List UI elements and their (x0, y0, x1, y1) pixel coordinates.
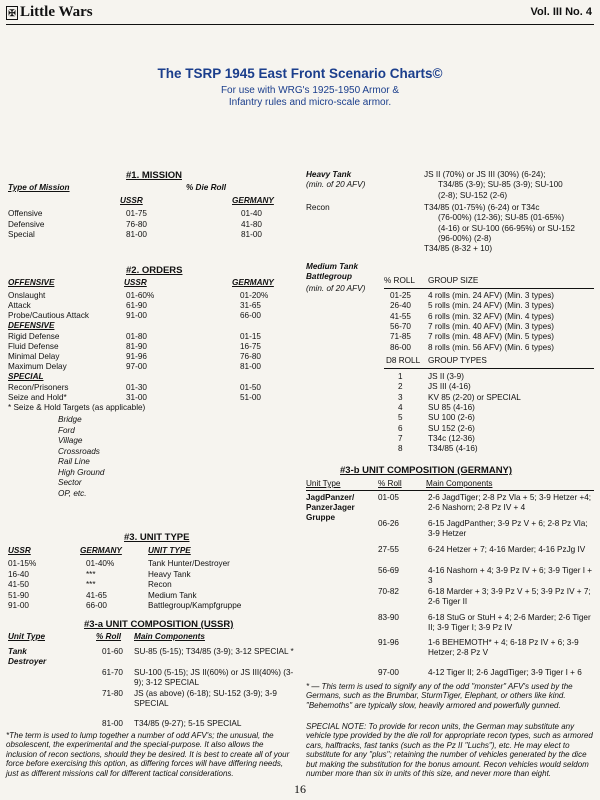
comp-ger-footnote: * — This term is used to signify any of the odd "monster" AFV's used by the Germans, such as the Brumbar, SturmTiger, Elephant, or others like kind. "Behemoths" are typically slow, heavily armored and powerfully gunned. (306, 682, 573, 710)
target-6: Sector (58, 478, 82, 487)
unit-type-ussr-1: 16-40 (8, 569, 29, 579)
comp-ger-main-0: 2-6 JagdTiger; 2-8 Pz Vla + 5; 3-9 Hetzer +4; 2-6 Nashorn; 2-8 Pz IV + 4 (428, 493, 592, 512)
mission-col-ussr: USSR (120, 196, 143, 205)
page-subtitle: For use with WRG's 1925-1950 Armor & Infantry rules and micro-scale armor. (220, 85, 400, 108)
medium-size-0: 4 rolls (min. 24 AFV) (Min. 3 types) (428, 291, 555, 300)
comp-ussr-col-unit: Unit Type (8, 632, 45, 641)
medium-col-size: GROUP SIZE (428, 276, 479, 285)
orders-offensive: OFFENSIVE (8, 278, 55, 287)
orders-def-ussr-3: 97-00 (126, 362, 147, 371)
comp-ussr-col-roll: % Roll (96, 632, 122, 641)
comp-ger-roll-0: 01-05 (378, 493, 399, 502)
comp-ger-divider (306, 490, 594, 491)
comp-ger-roll-3: 56-69 (378, 566, 399, 575)
unit-type-ger-1: *** (86, 569, 96, 579)
unit-type-name-1: Heavy Tank (148, 569, 191, 579)
mission-heading: #1. MISSION (126, 170, 182, 181)
unit-type-name-0: Tank Hunter/Destroyer (148, 559, 230, 568)
medium-roll-0: 01-25 (390, 291, 411, 300)
orders-off-name-2: Probe/Cautious Attack (8, 311, 90, 320)
orders-def-ger-0: 01-15 (240, 332, 261, 341)
unit-type-ussr-3: 51-90 (8, 590, 29, 600)
comp-ussr-unit: Tank Destroyer (8, 647, 47, 666)
medium-col-d8: D8 ROLL (386, 356, 421, 365)
type-name-7: T34/85 (4-16) (428, 444, 478, 454)
type-num-1: 2 (398, 382, 403, 392)
unit-type-name-3: Medium Tank (148, 590, 197, 600)
comp-ger-col-roll: % Roll (378, 479, 402, 488)
target-4: Rail Line (58, 457, 90, 466)
orders-spec-ussr-1: 31-00 (126, 393, 147, 402)
mission-germany-0: 01-40 (241, 209, 262, 218)
unit-type-ger-4: 66-00 (86, 601, 107, 610)
comp-ger-main-6: 1-6 BEHEMOTH* + 4; 6-18 Pz IV + 6; 3-9 Hetzer; 2-8 Pz V (428, 638, 579, 657)
type-name-4: SU 100 (2-6) (428, 413, 475, 423)
comp-ussr-main-0: SU-85 (5-15); T34/85 (3-9); 3-12 SPECIAL * (134, 647, 294, 656)
comp-ussr-roll-3: 81-00 (102, 719, 123, 728)
orders-spec-ger-0: 01-50 (240, 383, 261, 392)
unit-type-ussr-4: 91-00 (8, 601, 29, 610)
orders-def-ussr-1: 81-90 (126, 342, 147, 351)
mission-type-0: Offensive (8, 209, 43, 218)
target-1: Ford (58, 425, 75, 435)
volume-label: Vol. III No. 4 (530, 6, 592, 18)
type-num-6: 7 (398, 433, 403, 443)
comp-ger-roll-2: 27-55 (378, 545, 399, 554)
unit-type-col-ussr: USSR (8, 546, 31, 555)
comp-ger-roll-6: 91-96 (378, 638, 399, 647)
orders-spec-ger-1: 51-00 (240, 393, 261, 402)
comp-ussr-roll-2: 71-80 (102, 689, 123, 698)
heavy-line-2: (2-8); SU-152 (2-6) (438, 190, 508, 200)
type-name-1: JS III (4-16) (428, 382, 471, 392)
orders-def-ger-2: 76-80 (240, 352, 261, 361)
recon-line-2: (4-16) or SU-100 (66-95%) or SU-152 (438, 223, 575, 233)
types-divider (384, 368, 594, 369)
medium-roll-4: 71-85 (390, 332, 411, 342)
comp-ger-unit: JagdPanzer/ PanzerJager Gruppe (306, 493, 355, 522)
mission-col-roll: % Die Roll (186, 183, 227, 192)
medium-label: Medium Tank Battlegroup (306, 262, 359, 281)
heavy-line-0: JS II (70%) or JS III (30%) (6-24); (424, 170, 546, 179)
comp-ussr-main-1: SU-100 (5-15); JS II(60%) or JS III(40%) (3-9); 3-12 SPECIAL (134, 668, 294, 687)
type-num-0: 1 (398, 372, 403, 381)
orders-off-ger-0: 01-20% (240, 291, 269, 300)
orders-off-name-0: Onslaught (8, 291, 46, 300)
orders-def-name-1: Fluid Defense (8, 342, 59, 351)
comp-ussr-main-2: JS (as above) (6-18); SU-152 (3-9); 3-9 SPECIAL (134, 689, 277, 708)
comp-ussr-col-main: Main Components (134, 632, 205, 641)
orders-col-germany: GERMANY (232, 278, 274, 287)
mission-col-type: Type of Mission (8, 183, 70, 192)
orders-heading: #2. ORDERS (126, 265, 183, 276)
heavy-line-1: T34/85 (3-9); SU-85 (3-9); SU-100 (438, 180, 563, 190)
comp-ussr-main-3: T34/85 (9-27); 5-15 SPECIAL (134, 719, 242, 728)
mission-ussr-1: 76-80 (126, 219, 147, 229)
targets-note: * Seize & Hold Targets (as applicable) (8, 403, 146, 412)
medium-sub: (min. of 20 AFV) (306, 284, 366, 293)
page-title: The TSRP 1945 East Front Scenario Charts© (157, 66, 443, 81)
recon-line-3: (96-00%) (2-8) (438, 233, 492, 243)
orders-def-ussr-2: 91-96 (126, 352, 147, 361)
medium-roll-5: 86-00 (390, 342, 411, 352)
medium-roll-1: 26-40 (390, 301, 411, 311)
comp-ger-main-5: 6-18 StuG or StuH + 4; 2-6 Marder; 2-6 Tiger II; 3-9 Tiger I; 3-9 Pz IV (428, 613, 591, 632)
medium-size-2: 6 rolls (min. 32 AFV) (Min. 4 types) (428, 311, 555, 321)
heavy-sub: (min. of 20 AFV) (306, 180, 366, 189)
target-2: Village (58, 436, 83, 445)
medium-size-3: 7 rolls (min. 40 AFV) (Min. 3 types) (428, 321, 555, 331)
comp-ussr-roll-1: 61-70 (102, 668, 123, 677)
type-name-5: SU 152 (2-6) (428, 423, 475, 433)
medium-roll-3: 56-70 (390, 321, 411, 331)
orders-def-ger-3: 81-00 (240, 362, 261, 371)
orders-spec-name-1: Seize and Hold* (8, 393, 67, 402)
orders-def-name-3: Maximum Delay (8, 362, 67, 371)
recon-line-0: T34/85 (01-75%) (6-24) or T34c (424, 203, 540, 212)
comp-ger-main-4: 6-18 Marder + 3; 3-9 Pz V + 5; 3-9 Pz IV + 7; 2-6 Tiger II (428, 587, 591, 606)
comp-ger-special-note: SPECIAL NOTE: To provide for recon units, the German may substitute any vehicle type provided by the die roll for appropriate recon types, such as armored cars, halftracks, fast tanks (such as the Pz II "Luchs"), etc. He may elect to substitute for any "plus"; retaining the number of vehicles generated by the dice but making the substitution for the bonus amount. Recon vehicles would seldom number more than six in units of this size, and never more than eight. (306, 722, 593, 779)
mission-germany-2: 81-00 (241, 230, 262, 239)
orders-defensive: DEFENSIVE (8, 321, 55, 330)
orders-off-ussr-0: 01-60% (126, 291, 155, 300)
mission-type-2: Special (8, 230, 35, 239)
comp-ussr-heading: #3-a UNIT COMPOSITION (USSR) (84, 619, 234, 630)
orders-off-ussr-2: 91-00 (126, 311, 147, 320)
unit-type-ger-0: 01-40% (86, 559, 115, 568)
target-3: Crossroads (58, 446, 100, 456)
type-num-4: 5 (398, 413, 403, 423)
mission-ussr-0: 01-75 (126, 209, 147, 218)
mission-germany-1: 41-80 (241, 219, 262, 229)
type-name-2: KV 85 (2-20) or SPECIAL (428, 392, 521, 402)
medium-size-4: 7 rolls (min. 48 AFV) (Min. 5 types) (428, 332, 555, 342)
header-divider (6, 24, 594, 25)
unit-type-name-2: Recon (148, 580, 172, 589)
comp-ger-roll-4: 70-82 (378, 587, 399, 596)
mission-ussr-2: 81-00 (126, 230, 147, 239)
medium-col-types: GROUP TYPES (428, 356, 487, 365)
orders-off-name-1: Attack (8, 301, 31, 310)
page-number: 16 (294, 782, 306, 796)
recon-line-4: T34/85 (8-32 + 10) (424, 244, 493, 254)
comp-ger-main-3: 4-16 Nashorn + 4; 3-9 Pz IV + 6; 3-9 Tiger I + 3 (428, 566, 593, 585)
comp-ger-roll-5: 83-90 (378, 613, 399, 622)
logo-text: Little Wars (20, 4, 93, 20)
comp-ussr-roll-0: 01-60 (102, 647, 123, 656)
orders-spec-name-0: Recon/Prisoners (8, 383, 69, 392)
mission-col-germany: GERMANY (232, 196, 274, 205)
comp-ger-heading: #3-b UNIT COMPOSITION (GERMANY) (340, 465, 513, 476)
unit-type-col-type: UNIT TYPE (148, 546, 191, 555)
type-num-7: 8 (398, 444, 403, 454)
unit-type-col-germany: GERMANY (80, 546, 122, 555)
orders-off-ussr-1: 61-90 (126, 301, 147, 310)
comp-ger-main-2: 6-24 Hetzer + 7; 4-16 Marder; 4-16 PzJg IV (428, 545, 586, 554)
comp-ussr-footnote: *The term is used to lump together a number of odd AFV's; the unusual, the obsolescent, the experimental and the special-purpose. It also allows the inclusion of recon sections, should they be desired. It is best to create all of your force before exercising this option, as differing forces will have differing needs, just as different missions call for different tactical considerations. (6, 731, 290, 778)
magazine-logo (6, 4, 93, 21)
medium-size-5: 8 rolls (min. 56 AFV) (Min. 6 types) (428, 342, 555, 352)
comp-ger-col-unit: Unit Type (306, 479, 341, 488)
type-num-2: 3 (398, 392, 403, 402)
orders-def-ussr-0: 01-80 (126, 332, 147, 341)
comp-ger-col-main: Main Components (426, 479, 493, 488)
unit-type-ussr-0: 01-15% (8, 559, 37, 568)
orders-def-ger-1: 16-75 (240, 342, 261, 351)
type-name-0: JS II (3-9) (428, 372, 464, 381)
logo-mark-icon: ✠ (6, 6, 18, 20)
medium-col-roll: % ROLL (384, 276, 415, 285)
recon-label: Recon (306, 203, 330, 212)
comp-ger-main-7: 4-12 Tiger II; 2-6 JagdTiger; 3-9 Tiger I + 6 (428, 668, 582, 677)
orders-col-ussr: USSR (124, 278, 147, 287)
medium-divider (384, 288, 594, 289)
heavy-label: Heavy Tank (306, 170, 352, 179)
unit-type-name-4: Battlegroup/Kampfgruppe (148, 601, 242, 610)
medium-size-1: 5 rolls (min. 24 AFV) (Min. 3 types) (428, 301, 555, 311)
recon-line-1: (76-00%) (12-36); SU-85 (01-65%) (438, 213, 565, 223)
comp-ger-roll-1: 06-26 (378, 519, 399, 528)
medium-roll-2: 41-55 (390, 311, 411, 321)
type-name-3: SU 85 (4-16) (428, 402, 475, 412)
type-name-6: T34c (12-36) (428, 433, 475, 443)
orders-off-ger-1: 31-65 (240, 301, 261, 310)
orders-def-name-2: Minimal Delay (8, 352, 60, 361)
orders-special: SPECIAL (8, 372, 44, 381)
unit-type-ger-3: 41-65 (86, 590, 107, 600)
unit-type-ussr-2: 41-50 (8, 580, 29, 589)
target-5: High Ground (58, 467, 105, 477)
orders-spec-ussr-0: 01-30 (126, 383, 147, 392)
comp-ger-main-1: 6-15 JagdPanther; 3-9 Pz V + 6; 2-8 Pz Vla; 3-9 Hetzer (428, 519, 588, 538)
unit-type-ger-2: *** (86, 580, 96, 589)
orders-def-name-0: Rigid Defense (8, 332, 60, 341)
mission-type-1: Defensive (8, 219, 45, 229)
comp-ger-roll-7: 97-00 (378, 668, 399, 677)
type-num-3: 4 (398, 402, 403, 412)
orders-off-ger-2: 66-00 (240, 311, 261, 320)
target-7: OP, etc. (58, 488, 87, 498)
type-num-5: 6 (398, 423, 403, 433)
unit-type-heading: #3. UNIT TYPE (124, 532, 190, 543)
target-0: Bridge (58, 415, 82, 424)
